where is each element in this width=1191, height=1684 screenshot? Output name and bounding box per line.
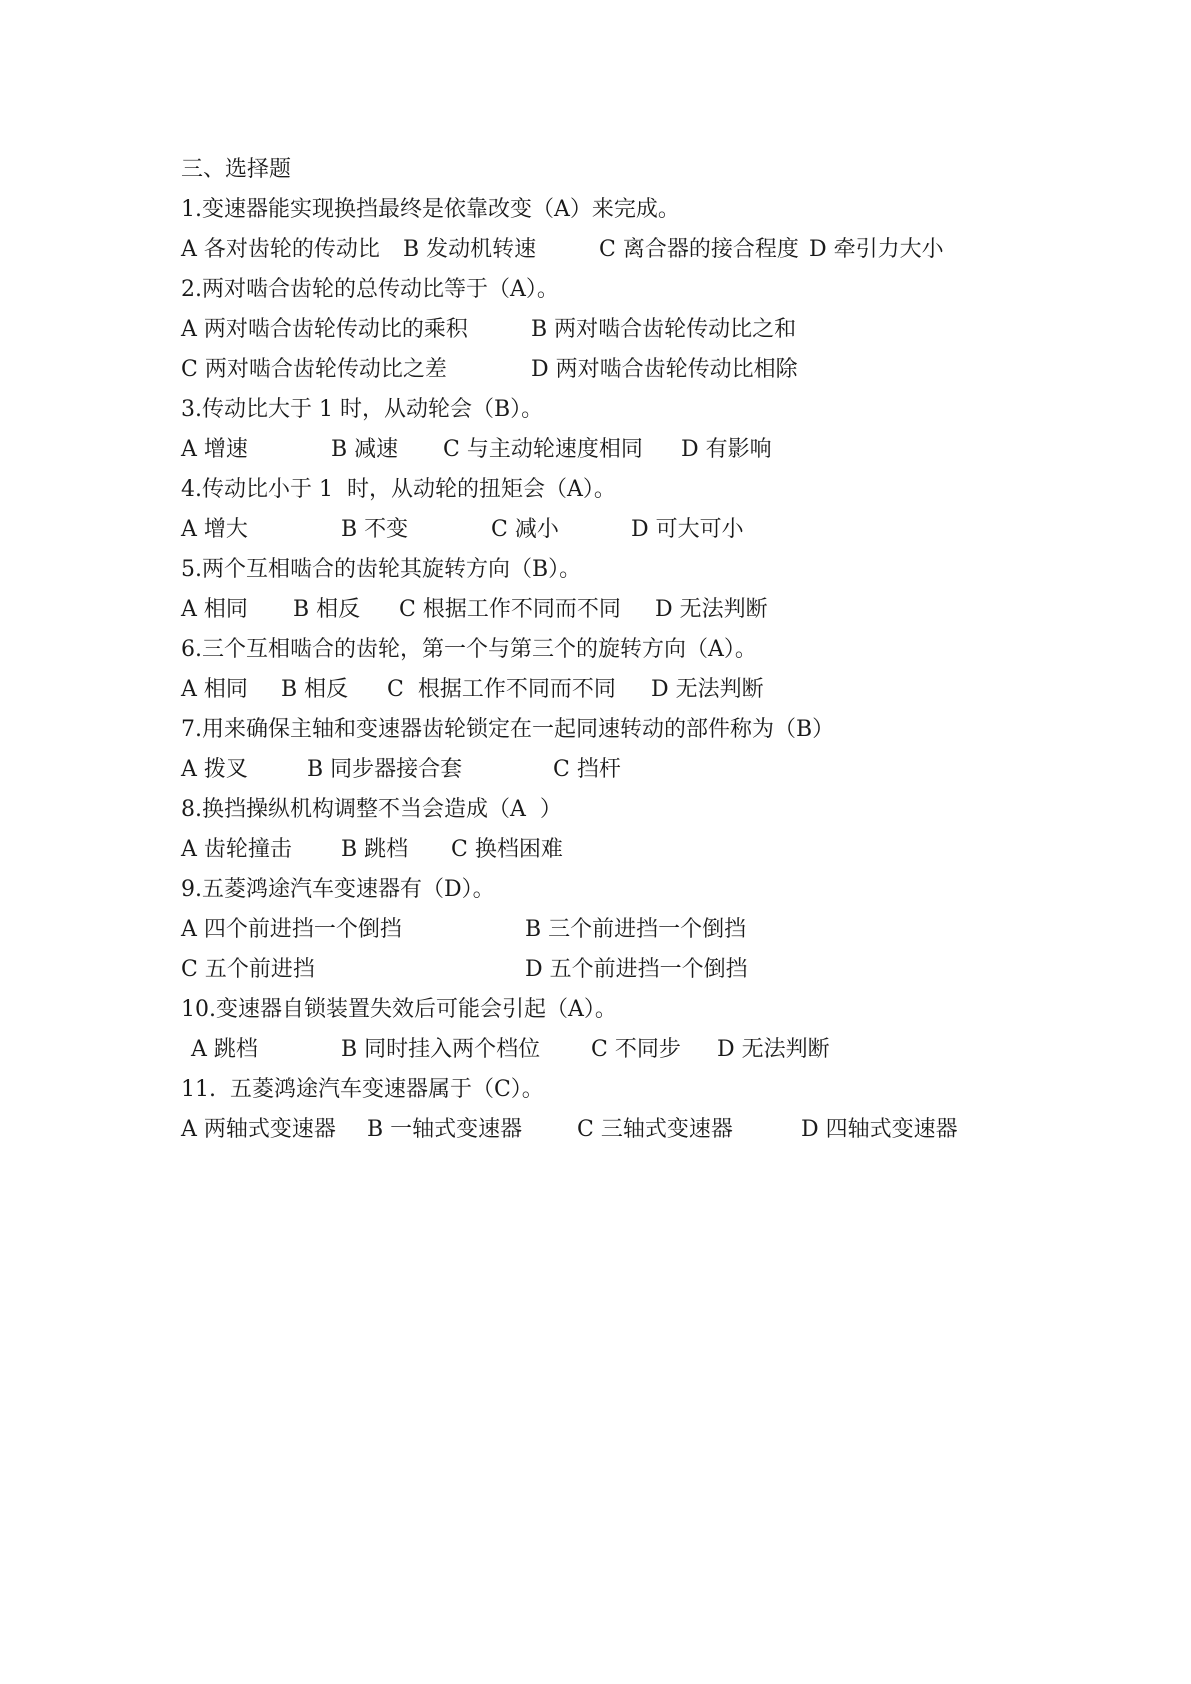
option-b: B 相反 (281, 677, 349, 702)
section-title: 三、选择题 (181, 157, 292, 182)
question-7: 7.用来确保主轴和变速器齿轮锁定在一起同速转动的部件称为（B） (181, 717, 835, 742)
option-c: C 两对啮合齿轮传动比之差 (181, 357, 447, 382)
option-a: A 跳档 (191, 1037, 258, 1062)
option-b: B 相反 (293, 597, 361, 622)
option-a: A 两轴式变速器 (181, 1117, 336, 1142)
question-3: 3.传动比大于 1 时，从动轮会（B）。 (181, 397, 544, 422)
options-row (181, 310, 1041, 350)
options-row (181, 670, 1041, 710)
option-c: C 离合器的接合程度 (599, 237, 799, 262)
option-b: B 发动机转速 (403, 237, 537, 262)
options-row (181, 350, 1041, 390)
options-row (181, 230, 1041, 270)
question-6: 6.三个互相啮合的齿轮，第一个与第三个的旋转方向（A）。 (181, 637, 757, 662)
options-row (181, 830, 1041, 870)
option-c: C 换档困难 (451, 837, 563, 862)
option-d: D 无法判断 (655, 597, 768, 622)
option-d: D 无法判断 (717, 1037, 830, 1062)
options-row (181, 590, 1041, 630)
option-b: B 跳档 (341, 837, 409, 862)
option-b: B 减速 (331, 437, 399, 462)
question-8: 8.换挡操纵机构调整不当会造成（A ） (181, 797, 562, 822)
option-b: B 一轴式变速器 (367, 1117, 523, 1142)
option-a: A 齿轮撞击 (181, 837, 292, 862)
option-a: A 拨叉 (181, 757, 248, 782)
option-c: C 根据工作不同而不同 (387, 677, 616, 702)
option-a: A 两对啮合齿轮传动比的乘积 (181, 317, 468, 342)
option-c: C 减小 (491, 517, 559, 542)
options-row (181, 950, 1041, 990)
option-d: D 五个前进挡一个倒挡 (525, 957, 748, 982)
option-b: B 三个前进挡一个倒挡 (525, 917, 747, 942)
option-c: C 五个前进挡 (181, 957, 315, 982)
question-11: 11. 五菱鸿途汽车变速器属于（C）。 (181, 1077, 544, 1102)
options-row (181, 430, 1041, 470)
question-5: 5.两个互相啮合的齿轮其旋转方向（B）。 (181, 557, 582, 582)
options-row (181, 910, 1041, 950)
option-d: D 有影响 (681, 437, 772, 462)
options-row (181, 750, 1041, 790)
option-c: C 三轴式变速器 (577, 1117, 733, 1142)
option-a: A 四个前进挡一个倒挡 (181, 917, 402, 942)
question-10: 10.变速器自锁装置失效后可能会引起（A）。 (181, 997, 617, 1022)
option-b: B 不变 (341, 517, 409, 542)
option-c: C 挡杆 (553, 757, 621, 782)
option-a: A 增大 (181, 517, 248, 542)
option-d: D 两对啮合齿轮传动比相除 (531, 357, 798, 382)
option-d: D 四轴式变速器 (801, 1117, 958, 1142)
option-c: C 与主动轮速度相同 (443, 437, 643, 462)
option-a: A 相同 (181, 597, 248, 622)
option-b: B 同时挂入两个档位 (341, 1037, 541, 1062)
option-c: C 根据工作不同而不同 (399, 597, 621, 622)
option-d: D 可大可小 (631, 517, 744, 542)
option-a: A 各对齿轮的传动比 (181, 237, 380, 262)
question-1: 1.变速器能实现换挡最终是依靠改变（A）来完成。 (181, 197, 680, 222)
option-b: B 两对啮合齿轮传动比之和 (531, 317, 797, 342)
option-a: A 相同 (181, 677, 248, 702)
option-b: B 同步器接合套 (307, 757, 463, 782)
options-row (181, 1030, 1041, 1070)
option-a: A 增速 (181, 437, 248, 462)
option-c: C 不同步 (591, 1037, 681, 1062)
options-row (181, 1110, 1041, 1150)
option-d: D 牵引力大小 (809, 237, 944, 262)
option-d: D 无法判断 (651, 677, 764, 702)
question-2: 2.两对啮合齿轮的总传动比等于（A）。 (181, 277, 559, 302)
document-page (181, 150, 1041, 1150)
options-row (181, 510, 1041, 550)
question-4: 4.传动比小于 1 时，从动轮的扭矩会（A）。 (181, 477, 616, 502)
question-9: 9.五菱鸿途汽车变速器有（D）。 (181, 877, 495, 902)
